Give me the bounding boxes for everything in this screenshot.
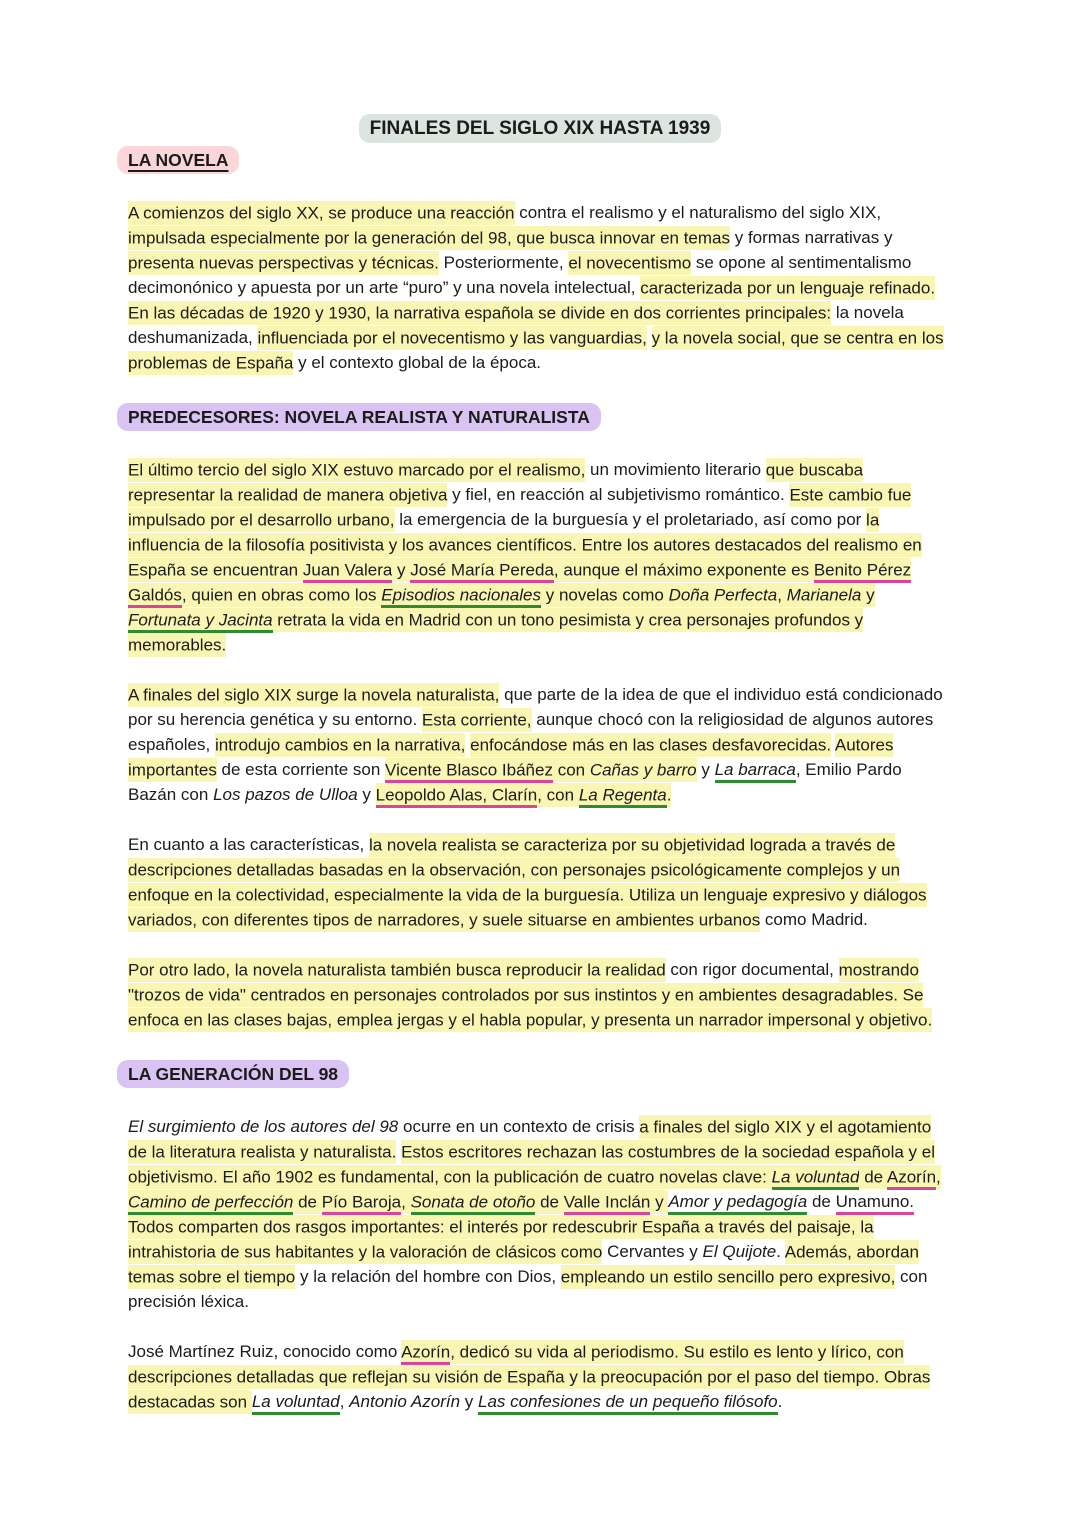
section-heading xyxy=(117,148,952,173)
text: y la relación del hombre con Dios, xyxy=(295,1267,561,1286)
text xyxy=(647,328,652,347)
highlighted-text: , con xyxy=(537,783,579,808)
section-body xyxy=(128,1114,952,1414)
section-heading xyxy=(117,405,952,430)
text: de esta corriente son xyxy=(216,760,386,779)
highlighted-text: Este cambio fue impulsado por el desarrollo urbano, xyxy=(128,483,911,533)
text: como Madrid. xyxy=(760,910,868,929)
section-heading xyxy=(117,1062,952,1087)
underlined-book-title: Amor y pedagogía xyxy=(668,1192,807,1215)
highlighted-text: que buscaba representar la realidad de manera objetiva xyxy=(128,458,863,508)
highlighted-text: . xyxy=(667,783,672,808)
text: ocurre en un contexto de crisis xyxy=(398,1117,640,1136)
text: la novela deshumanizada, xyxy=(128,303,904,347)
text: que parte de la idea de que el individuo está condicionado por su herencia genética y su entorno. xyxy=(128,685,943,729)
highlighted-text: Autores importantes xyxy=(128,733,893,783)
highlighted-text: presenta nuevas perspectivas y técnicas. xyxy=(128,251,439,276)
underlined-author-name: Leopoldo Alas, Clarín xyxy=(376,783,538,809)
highlighted-text: influenciada por el novecentismo y las vanguardias, xyxy=(257,326,646,351)
underlined-book-title: La voluntad xyxy=(772,1165,860,1191)
book-title: Los pazos de Ulloa xyxy=(213,785,358,804)
paragraph xyxy=(128,682,952,807)
underlined-author-name: Vicente Blasco Ibáñez xyxy=(385,758,553,784)
text: y xyxy=(460,1392,479,1411)
highlighted-text: A comienzos del siglo XX, se produce una reacción xyxy=(128,201,515,226)
highlighted-text: el novecentismo xyxy=(568,251,691,276)
highlighted-text: la influencia de la filosofía positivista y los avances científicos. Entre los autores destacados del realismo en España se encuentran xyxy=(128,508,922,583)
text: Posteriormente, xyxy=(438,253,569,272)
highlighted-text: a finales del siglo XIX y el agotamiento de la literatura realista y naturalista. xyxy=(128,1115,931,1165)
underlined-book-title: Las confesiones de un pequeño filósofo xyxy=(478,1392,778,1415)
underlined-book-title: Camino de perfección xyxy=(128,1190,293,1216)
text: y formas narrativas y xyxy=(730,228,893,247)
highlighted-text: , quien en obras como los xyxy=(182,583,381,608)
paragraph xyxy=(128,200,952,375)
highlighted-text: El último tercio del siglo XIX estuvo marcado por el realismo, xyxy=(128,458,585,483)
highlighted-text: y novelas como xyxy=(541,583,669,608)
book-title: Antonio Azorín xyxy=(349,1392,461,1411)
highlighted-text: la novela realista se caracteriza por su objetividad lograda a través de descripciones detalladas basadas en la observación, con personajes psicológicamente complejos y un enfoque en la colectividad, especialmente la vida de la burguesía. Utiliza un lenguaje expresivo y diálogos variados, con diferentes tipos de narradores, y suele situarse en ambientes urbanos xyxy=(128,833,927,933)
section-body xyxy=(128,200,952,375)
text: Cervantes y xyxy=(602,1242,703,1261)
highlighted-text: y xyxy=(861,583,874,608)
text: . xyxy=(776,1242,785,1261)
text: contra el realismo y el naturalismo del siglo XIX, xyxy=(514,203,882,222)
highlighted-text: Además, abordan temas sobre el tiempo xyxy=(128,1240,919,1290)
highlighted-text: Esta corriente, xyxy=(422,708,532,733)
text: En cuanto a las características, xyxy=(128,835,369,854)
underlined-book-title: Episodios nacionales xyxy=(381,583,541,609)
highlighted-text: Todos comparten dos rasgos importantes: el interés por redescubrir España a través del paisaje, la intrahistoria de sus habitantes y la valoración de clásicos como xyxy=(128,1215,874,1265)
underlined-book-title: Sonata de otoño xyxy=(411,1190,536,1216)
paragraph xyxy=(128,832,952,932)
underlined-book-title: La voluntad xyxy=(252,1392,340,1415)
text: y xyxy=(696,760,715,779)
section-heading-label: LA GENERACIÓN DEL 98 xyxy=(117,1060,349,1088)
highlighted-text: de xyxy=(859,1165,886,1190)
highlighted-text: Por otro lado, la novela naturalista también busca reproducir la realidad xyxy=(128,958,666,983)
text: José Martínez Ruiz, conocido como xyxy=(128,1342,402,1361)
underlined-author-name: Valle Inclán xyxy=(564,1190,651,1216)
highlighted-text: empleando un estilo sencillo pero expresivo, xyxy=(561,1265,896,1290)
highlighted-text: impulsada especialmente por la generación del 98, que busca innovar en temas xyxy=(128,226,730,251)
book-title: Cañas y barro xyxy=(590,758,697,783)
text: y fiel, en reacción al subjetivismo romántico. xyxy=(447,485,790,504)
text: y xyxy=(357,785,376,804)
highlighted-text: de xyxy=(535,1190,563,1215)
highlighted-text: , aunque el máximo exponente es xyxy=(554,558,814,583)
underlined-author-name: Pío Baroja xyxy=(322,1190,401,1216)
highlighted-text: , dedicó su vida al periodismo. Su estilo es lento y lírico, con descripciones detalladas que reflejan su visión de España y la preocupación por el paso del tiempo. Obras destacadas son xyxy=(128,1340,930,1415)
text: aunque chocó con la religiosidad de algunos autores españoles, xyxy=(128,710,934,754)
book-title: Doña Perfecta xyxy=(669,583,778,608)
underlined-author-name: Benito Pérez Galdós xyxy=(128,558,911,609)
highlighted-text: retrata la vida en Madrid con un tono pesimista y crea personajes profundos y memorables. xyxy=(128,608,863,658)
highlighted-text: enfocándose más en las clases desfavorecidas. xyxy=(470,733,831,758)
highlighted-text: de xyxy=(293,1190,321,1215)
paragraph xyxy=(128,457,952,657)
highlighted-text: mostrando "trozos de vida" centrados en personajes controlados por sus instintos y en ambientes desagradables. Se enfoca en las clases bajas, emplea jergas y el habla popular, y presenta un narrador impersonal y objetivo. xyxy=(128,958,932,1033)
text: se opone al sentimentalismo decimonónico y apuesta por un arte “puro” y una novela intelectual, xyxy=(128,253,912,297)
section-predecesores xyxy=(128,405,952,1032)
text: con rigor documental, xyxy=(665,960,839,979)
underlined-author-name: Juan Valera xyxy=(303,558,392,584)
text: con precisión léxica. xyxy=(128,1267,928,1311)
underlined-author-name: Unamuno. xyxy=(836,1192,914,1215)
paragraph xyxy=(128,1114,952,1314)
section-heading-label: LA NOVELA xyxy=(117,146,239,174)
section-generacion-98 xyxy=(128,1062,952,1414)
underlined-book-title: La Regenta xyxy=(579,783,667,809)
text: . xyxy=(777,1392,783,1411)
highlighted-text: A finales del siglo XIX surge la novela naturalista, xyxy=(128,683,499,708)
text: de xyxy=(807,1192,836,1211)
underlined-author-name: José María Pereda xyxy=(410,558,554,584)
section-body xyxy=(128,457,952,1032)
page-title xyxy=(128,116,952,142)
underlined-author-name: Azorín xyxy=(887,1165,936,1191)
highlighted-text: y xyxy=(392,558,410,583)
highlighted-text: Estos escritores rechazan las costumbres de la sociedad española y el objetivismo. El año 1902 es fundamental, con la publicación de cuatro novelas clave: xyxy=(128,1140,935,1190)
text: , xyxy=(339,1392,350,1411)
book-title: Marianela xyxy=(787,583,862,608)
highlighted-text: y xyxy=(650,1190,668,1215)
highlighted-text: , xyxy=(777,583,786,608)
book-title: El Quijote xyxy=(702,1242,777,1261)
paragraph xyxy=(128,1339,952,1414)
page-title-label: FINALES DEL SIGLO XIX HASTA 1939 xyxy=(359,114,722,143)
highlighted-text: y la novela social, que se centra en los problemas de España xyxy=(128,326,944,376)
highlighted-text: introdujo cambios en la narrativa, xyxy=(215,733,465,758)
underlined-book-title: Fortunata y Jacinta xyxy=(128,608,273,634)
highlighted-text: , xyxy=(936,1165,941,1190)
highlighted-text: , xyxy=(401,1190,410,1215)
underlined-author-name: Azorín xyxy=(401,1340,450,1366)
text: la emergencia de la burguesía y el proletariado, así como por xyxy=(394,510,867,529)
section-la-novela xyxy=(128,148,952,375)
highlighted-text: caracterizada por un lenguaje refinado. En las décadas de 1920 y 1930, la narrativa española se divide en dos corrientes principales: xyxy=(128,276,935,326)
paragraph xyxy=(128,957,952,1032)
section-heading-label: PREDECESORES: NOVELA REALISTA Y NATURALISTA xyxy=(117,403,601,431)
highlighted-text: con xyxy=(553,758,590,783)
text: y el contexto global de la época. xyxy=(293,353,542,372)
book-title: El surgimiento de los autores del 98 xyxy=(128,1117,399,1136)
text: , Emilio Pardo Bazán con xyxy=(128,760,902,804)
underlined-book-title: La barraca xyxy=(715,760,796,783)
text: un movimiento literario xyxy=(585,460,766,479)
